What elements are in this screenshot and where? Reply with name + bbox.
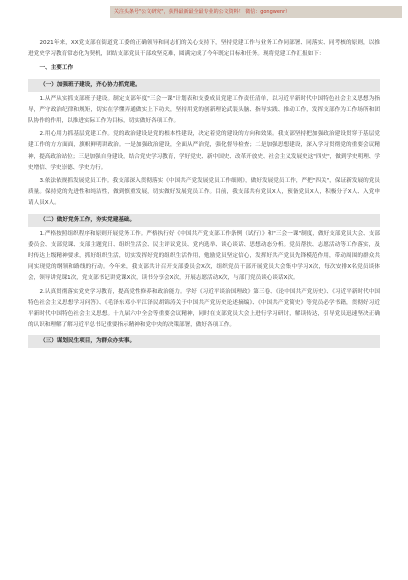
subsection-heading-1: （一）加强班子建设，齐心协力抓党建。 xyxy=(28,79,380,92)
subsection-heading-2: （二）做好党务工作，夯实党建基础。 xyxy=(28,214,380,227)
paragraph-1-1: 1.从严从实抓支部班子建设。制定支部年度"三会一课"计划表和支委成员党建工作责任清单，以习近平新时代中国特色社会主义思想为指导，严守政治纪律和规矩，切实在学懂弄通做实上下功夫，坚持用党的创新理论武装头脑、指导实践、推动工作，发挥支部作为工作场所和团队协作的作用，以推进实际工作为目标，切实做好各项工作。 xyxy=(28,95,380,125)
section-heading-main-work: 一、主要工作 xyxy=(39,65,74,72)
paragraph-1-3: 3.依法依规抓发展党员工作。我支部深入贯彻落实《中国共产党发展党员工作细则》，做好发展党员工作，严把"四关"，保证新发展的党员质量。保持党的先进性和纯洁性，做到慎重发展，切实做好发展党员工作。目前，我支部共有党员X人，预备党员X人，积极分子X人、入党申请人员X人。 xyxy=(28,178,380,207)
paragraph-2-2: 2.认真贯彻落实党史学习教育，提高党性修养和政治能力。学好《习近平谈治国理政》第三卷、《论中国共产党历史》、《习近平新时代中国特色社会主义思想学习问答》、《毛泽东邓小平江泽民胡锦涛关于中国共产党历史论述摘编》、《中国共产党简史》等党员必学书籍，贯彻好习近平新时代中国特色社会主义思想。十九届六中全会等重要会议精神，同时在支部党员大会上进行学习研讨，解读传达，引导党员迅速坚决正确的认识和理解了解习近平总书记重要指示精神和党中央的决策部署，做好各项工作。 xyxy=(28,288,380,329)
document-body xyxy=(28,38,380,350)
subsection-heading-3: （三）谋划民生项目，为群众办实事。 xyxy=(28,335,380,348)
paragraph-2-1: 1.严格按照组织程序和原则开展党务工作。严格执行好《中国共产党支部工作条例（试行）》和"三会一课"制度，做好支部党员大会、支部委员会、支部党课、支部主题党日、组织生活会、民主评议党员、党内选举、谈心谈话、思想动态分析。党员帮扶、志愿活动等工作落实，及时传达上级精神要求，抓好组织生活，切实发挥好党的组织生活作用，勉励党员坚定信心，发挥好共产党员先锋模范作用，带动周围的群众共同实现党的纲领和路线的行动。今年来，我支部共计召开支部委员会X次，组织党员干部开展党员大会集中学习X次，每次安排X名党员谈体会，领导讲党课1次，党支部书记讲党课X次，读书分享会X次，开展志愿活动X次，与部门党员谈心谈话X次。 xyxy=(28,230,380,282)
top-banner: 关注头条号"公文研究"，获得最新最全最专业的公文资料！ 微信：gongwenr） xyxy=(110,6,402,18)
paragraph-1-2: 2.用心用力抓基层党建工作。党的政治建设是党的根本性建设，决定着党的建设的方向和效果。我支部坚持把加强政治建设贯穿于基层党建工作的方方面面，旗帜鲜明讲政治。一是加强政治建设，全面从严治党，强化督导检查；二是加强思想建设，深入学习贯彻党的重要会议精神，提高政治站位；三是加强自身建设，结合党史学习教育，学好党史、新中国史、改革开放史、社会主义发展史这"四史"，做到学史明理、学史增信、学史崇德、学史力行。 xyxy=(28,131,380,171)
intro-paragraph: 2021年来，XX党支部在街道党工委的正确领导和同志们的关心支持下，坚持党建工作与业务工作同部署、同落实、同考核的原则，以推进党史学习教育常态化为契机，团结支部党员干部攻坚克难，圆满完成了今年既定目标和任务。现将党建工作汇报如下： xyxy=(28,40,380,58)
